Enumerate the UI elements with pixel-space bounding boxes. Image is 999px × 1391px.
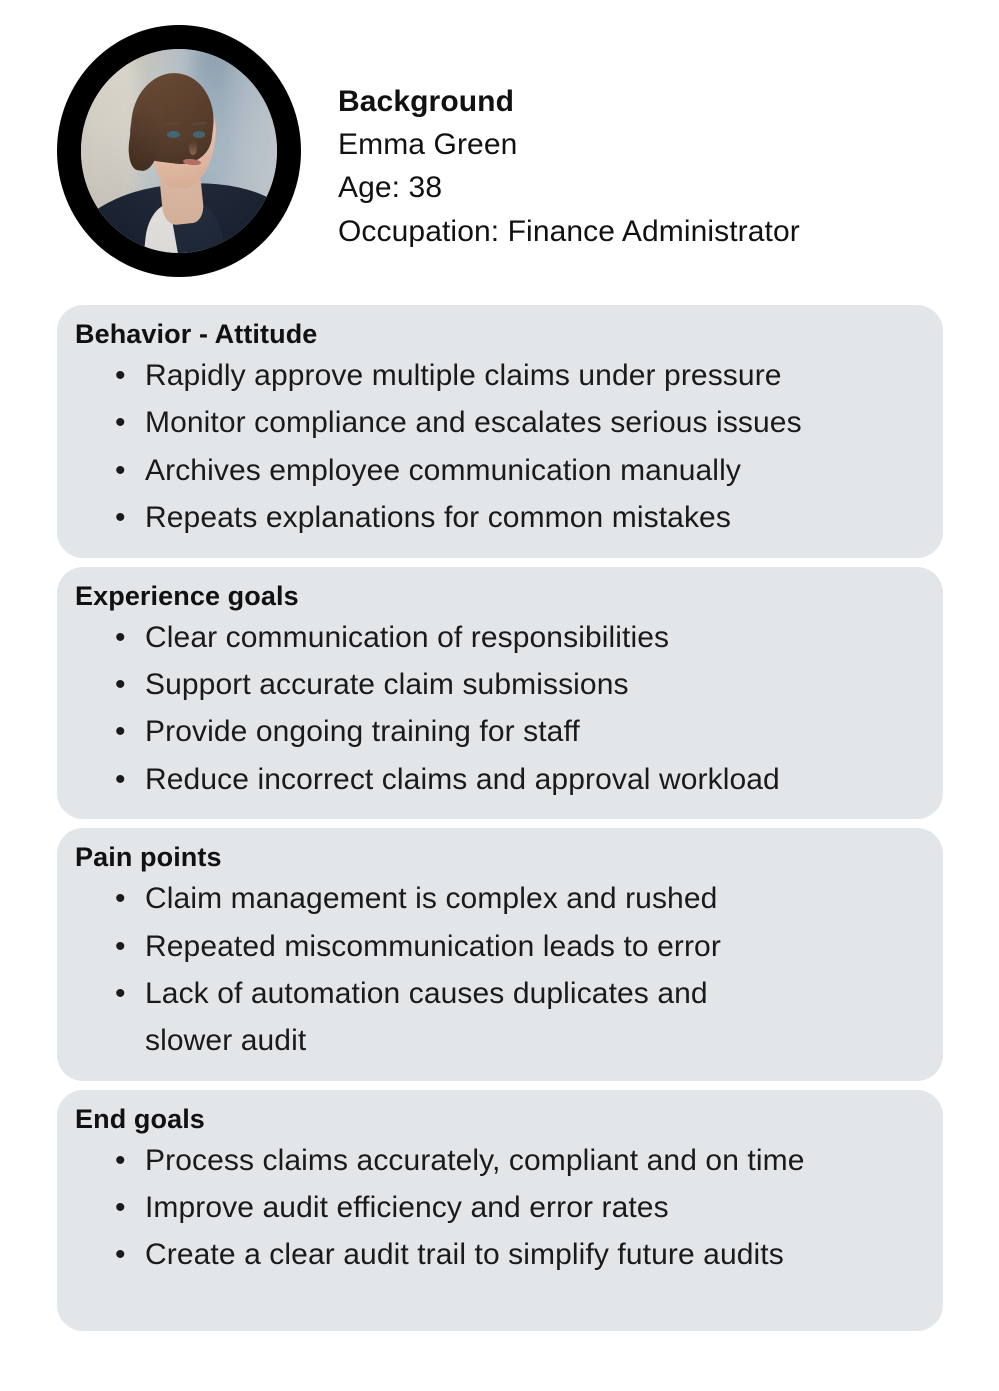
card-pain-points xyxy=(57,828,943,1081)
card-title: Experience goals xyxy=(75,580,299,611)
card-behavior-attitude xyxy=(57,305,943,558)
list-item: • Repeats explanations for common mistakes xyxy=(75,494,919,541)
list-item: • Reduce incorrect claims and approval workload xyxy=(75,756,919,803)
background-heading: Background xyxy=(338,85,515,118)
persona-header xyxy=(0,0,999,305)
card-title: Behavior - Attitude xyxy=(75,319,318,349)
card-title: End goals xyxy=(75,1103,205,1134)
card-title: Pain points xyxy=(75,842,222,873)
card-list xyxy=(75,352,919,542)
persona-age: Age: 38 xyxy=(338,171,443,205)
list-item: • Claim management is complex and rushed xyxy=(75,875,919,922)
list-item: • Provide ongoing training for staff xyxy=(75,708,919,755)
card-list xyxy=(75,1137,919,1279)
list-item: • Process claims accurately, compliant and on time xyxy=(75,1137,919,1184)
persona-occupation: Occupation: Finance Administrator xyxy=(338,214,800,248)
list-item: • Improve audit efficiency and error rates xyxy=(75,1184,919,1231)
persona-name: Emma Green xyxy=(338,128,518,162)
card-end-goals xyxy=(57,1090,943,1331)
portrait-shading xyxy=(81,49,277,253)
persona-cards xyxy=(0,305,999,1331)
list-item: • Rapidly approve multiple claims under pressure xyxy=(75,352,919,399)
card-list xyxy=(75,875,919,1065)
list-item: • Support accurate claim submissions xyxy=(75,661,919,708)
background-block xyxy=(301,25,800,253)
list-item: • Lack of automation causes duplicates and slower audit xyxy=(75,970,775,1065)
list-item: • Repeated miscommunication leads to error xyxy=(75,923,919,970)
list-item: • Clear communication of responsibilities xyxy=(75,614,919,661)
avatar-photo xyxy=(81,49,277,253)
list-item: • Monitor compliance and escalates serious issues xyxy=(75,399,919,446)
avatar xyxy=(57,25,301,277)
card-experience-goals xyxy=(57,567,943,820)
list-item: • Archives employee communication manually xyxy=(75,447,919,494)
card-list xyxy=(75,614,919,804)
list-item: • Create a clear audit trail to simplify future audits xyxy=(75,1231,919,1278)
